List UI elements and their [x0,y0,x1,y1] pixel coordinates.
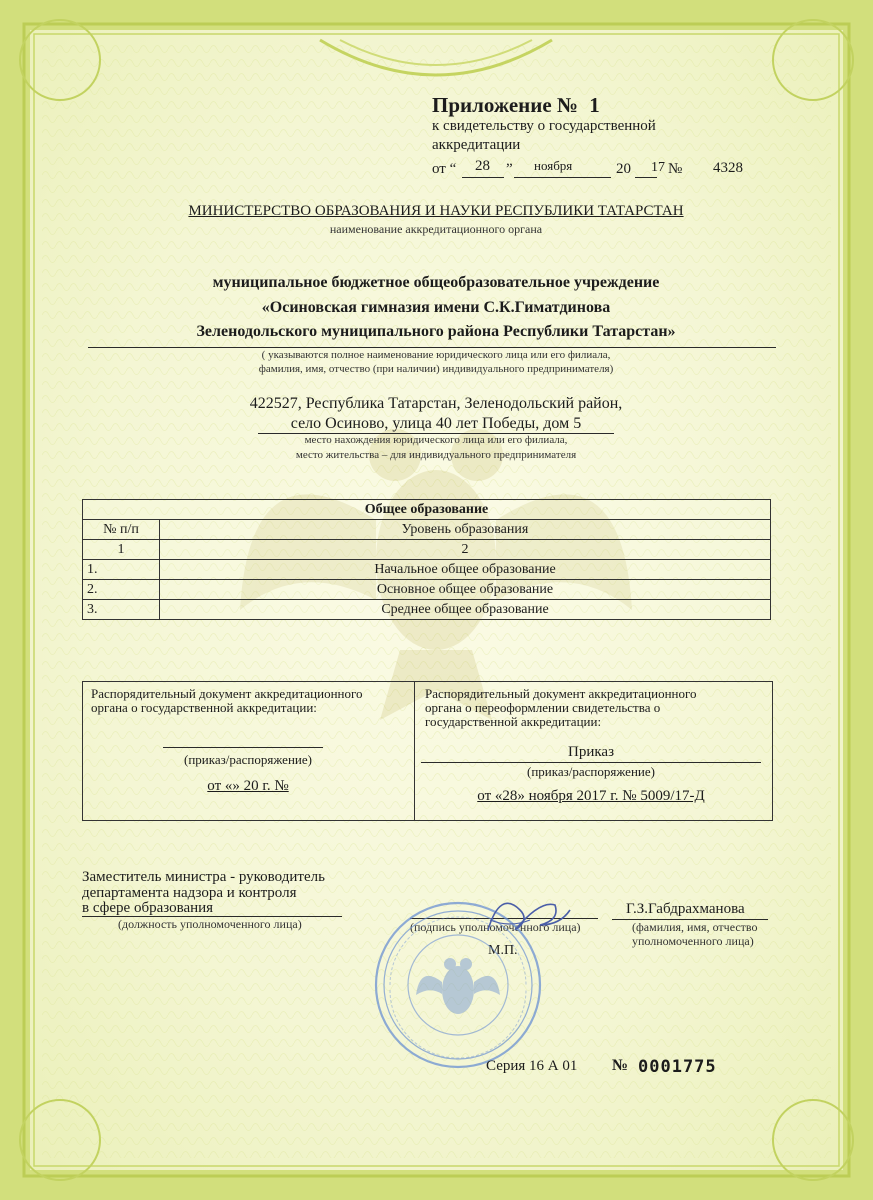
signature-caption: (подпись уполномоченного лица) [410,920,581,934]
ministry-name: МИНИСТЕРСТВО ОБРАЗОВАНИЯ И НАУКИ РЕСПУБЛИКИ ТАТАРСТАН [188,203,684,219]
table-row-level: Начальное общее образование [160,560,771,580]
series-number: 0001775 [638,1057,717,1077]
table-row [83,600,771,620]
appendix-subtitle-1: к свидетельству о государственной [432,118,656,134]
appendix-date-close: ” [506,161,513,177]
institution-line-2: «Осиновская гимназия имени С.К.Гиматдинова [261,299,611,316]
institution-line-1: муниципальное бюджетное общеобразовательное учреждение [212,274,660,291]
right-doc-title-1: Распорядительный документ аккредитационного [425,686,697,701]
left-doc-title-1: Распорядительный документ аккредитационного [91,686,363,701]
table-row [83,580,771,600]
institution-caption-2: фамилия, имя, отчество (при наличии) индивидуального предпринимателя) [258,363,614,375]
table-header-level: Уровень образования [160,520,771,540]
left-doc-date: от «» 20 г. № [207,778,289,794]
appendix-date-day: 28 [475,158,490,174]
appendix-date-year-prefix: 20 [616,161,631,177]
table-row-num: 3. [83,600,160,620]
signer-name: Г.З.Габдрахманова [626,901,745,917]
signer-position-3: в сфере образования [82,900,214,916]
address-caption-1: место нахождения юридического лица или его филиала, [304,434,568,446]
table-index-level: 2 [160,540,771,560]
institution-line-3: Зеленодольского муниципального района Республики Татарстан» [196,323,676,340]
right-doc-value: Приказ [567,744,614,760]
official-seal-icon [370,890,580,1080]
table-header-num: № п/п [83,520,160,540]
ministry-caption: наименование аккредитационного органа [329,222,543,236]
appendix-date-month: ноября [534,158,573,173]
table-row-num: 1. [83,560,160,580]
appendix-date-prefix: от “ [432,161,457,177]
left-doc-title-2: органа о государственной аккредитации: [91,700,317,715]
certificate-number: 4328 [713,160,743,176]
series-label: Серия 16 А 01 [486,1058,578,1074]
address-caption-2: место жительства – для индивидуального предпринимателя [295,449,577,461]
appendix-title: Приложение № [432,93,579,117]
education-table [82,499,771,620]
right-doc-caption: (приказ/распоряжение) [527,764,655,779]
address-line-1: 422527, Республика Татарстан, Зеленодольский район, [249,395,623,412]
table-caption-row [83,500,771,520]
signer-position-caption: (должность уполномоченного лица) [118,917,302,931]
appendix-date-year-suffix: 17 [651,160,665,175]
table-caption: Общее образование [83,500,771,520]
left-doc-caption: (приказ/распоряжение) [184,752,312,767]
right-doc-title-3: государственной аккредитации: [425,714,602,729]
table-row-level: Среднее общее образование [160,600,771,620]
table-header-row [83,520,771,540]
signer-name-caption-1: (фамилия, имя, отчество [632,920,758,934]
table-row-num: 2. [83,580,160,600]
appendix-number-label: № [668,161,683,177]
appendix-number: 1 [589,93,600,117]
documents-box [82,681,773,821]
signer-name-caption-2: уполномоченного лица) [632,934,754,948]
institution-caption-1: ( указываются полное наименование юридического лица или его филиала, [261,349,611,361]
stamp-label: М.П. [488,943,518,958]
signer-position-1: Заместитель министра - руководитель [82,869,325,885]
table-row [83,560,771,580]
table-index-num: 1 [83,540,160,560]
right-doc-title-2: органа о переоформлении свидетельства о [425,700,661,715]
appendix-subtitle-2: аккредитации [432,137,521,153]
address-line-2: село Осиново, улица 40 лет Победы, дом 5 [290,415,582,432]
table-index-row [83,540,771,560]
right-doc-date: от «28» ноября 2017 г. № 5009/17-Д [477,788,705,804]
signer-position-2: департамента надзора и контроля [82,885,297,901]
table-row-level: Основное общее образование [160,580,771,600]
series-number-label: № [612,1057,629,1074]
